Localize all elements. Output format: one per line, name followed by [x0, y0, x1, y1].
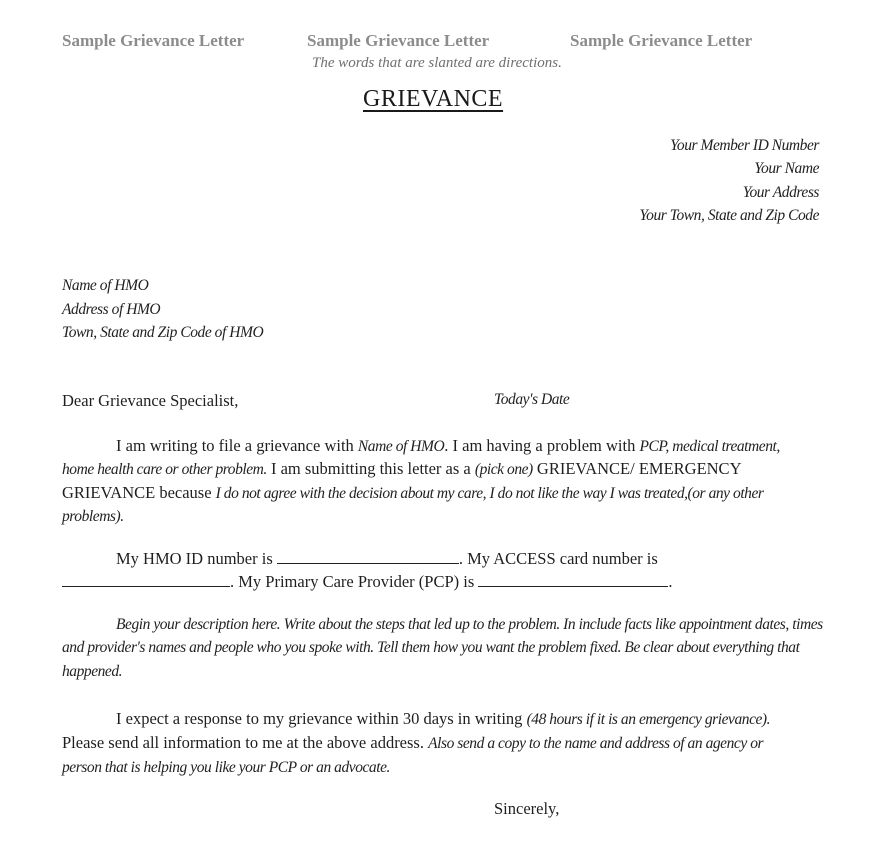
- para1-line3: GRIEVANCE because I do not agree with the decision about my care, I do not like the way I was treated,(or any other: [62, 483, 764, 502]
- page-title: GRIEVANCE: [363, 86, 504, 112]
- sender-name: Your Name: [754, 160, 819, 177]
- para3-line2: and provider's names and people who you spoke with. Tell them how you want the problem fixed. Be clear about everything that: [62, 639, 800, 656]
- header-sample-1: Sample Grievance Letter: [62, 31, 245, 50]
- sender-member-id: Your Member ID Number: [670, 137, 819, 154]
- pcp-blank: [478, 573, 668, 587]
- para2-line1: My HMO ID number is . My ACCESS card number is: [116, 549, 658, 568]
- hmo-id-blank: [277, 550, 459, 564]
- header-sample-3: Sample Grievance Letter: [570, 31, 753, 50]
- hmo-name-placeholder: Name of HMO: [357, 438, 445, 455]
- access-card-blank: [62, 573, 230, 587]
- para1-line2: home health care or other problem. I am submitting this letter as a (pick one) GRIEVANCE/ EMERGENCY: [62, 459, 742, 478]
- closing: Sincerely,: [494, 799, 560, 818]
- date: Today's Date: [494, 391, 570, 408]
- directions-note: The words that are slanted are directions.: [312, 55, 562, 71]
- recipient-name: Name of HMO: [62, 277, 149, 294]
- para3-line3: happened.: [62, 663, 123, 680]
- para1-line4: problems).: [62, 508, 124, 525]
- recipient-town: Town, State and Zip Code of HMO: [62, 324, 264, 341]
- para3-line1: Begin your description here. Write about the steps that led up to the problem. In include facts like appointment dates, times: [116, 616, 823, 633]
- salutation: Dear Grievance Specialist,: [62, 391, 239, 410]
- recipient-address: Address of HMO: [62, 301, 161, 318]
- sender-town: Your Town, State and Zip Code: [639, 207, 819, 224]
- para2-line2: . My Primary Care Provider (PCP) is .: [62, 572, 673, 592]
- sender-address: Your Address: [742, 184, 819, 201]
- para4-line3: person that is helping you like your PCP or an advocate.: [62, 759, 390, 776]
- para4-line2: Please send all information to me at the above address. Also send a copy to the name and address of an agency or: [62, 733, 764, 752]
- header-sample-2: Sample Grievance Letter: [307, 31, 490, 50]
- para1-line1: I am writing to file a grievance with Name of HMO. I am having a problem with PCP, medical treatment,: [116, 436, 780, 455]
- para4-line1: I expect a response to my grievance within 30 days in writing (48 hours if it is an emergency grievance).: [116, 709, 771, 728]
